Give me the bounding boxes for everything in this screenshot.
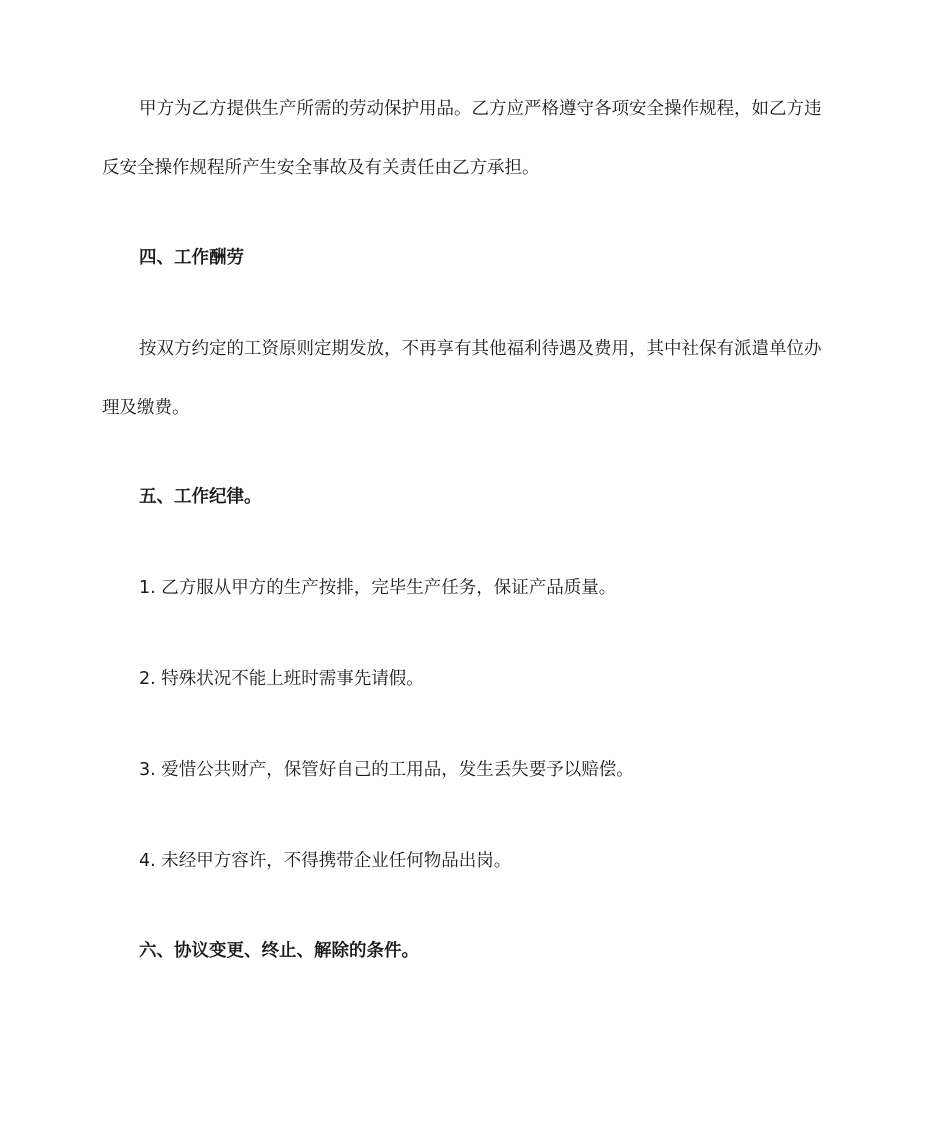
pay-paragraph-line-2: 理及缴费。 [102, 398, 190, 418]
discipline-item-4: 4. 未经甲方容许，不得携带企业任何物品出岗。 [139, 851, 512, 871]
discipline-item-3: 3. 爱惜公共财产，保管好自己的工用品，发生丢失要予以赔偿。 [139, 760, 634, 780]
safety-paragraph-line-1: 甲方为乙方提供生产所需的劳动保护用品。乙方应严格遵守各项安全操作规程，如乙方违 [139, 99, 822, 119]
section-6-heading: 六、协议变更、终止、解除的条件。 [139, 941, 419, 961]
discipline-item-2: 2. 特殊状况不能上班时需事先请假。 [139, 669, 424, 689]
discipline-item-1: 1. 乙方服从甲方的生产按排，完毕生产任务，保证产品质量。 [139, 578, 617, 598]
safety-paragraph-line-2: 反安全操作规程所产生安全事故及有关责任由乙方承担。 [102, 158, 540, 178]
pay-paragraph-line-1: 按双方约定的工资原则定期发放，不再享有其他福利待遇及费用，其中社保有派遣单位办 [139, 339, 822, 359]
section-4-heading: 四、工作酬劳 [139, 248, 244, 268]
section-5-heading: 五、工作纪律。 [139, 487, 262, 507]
